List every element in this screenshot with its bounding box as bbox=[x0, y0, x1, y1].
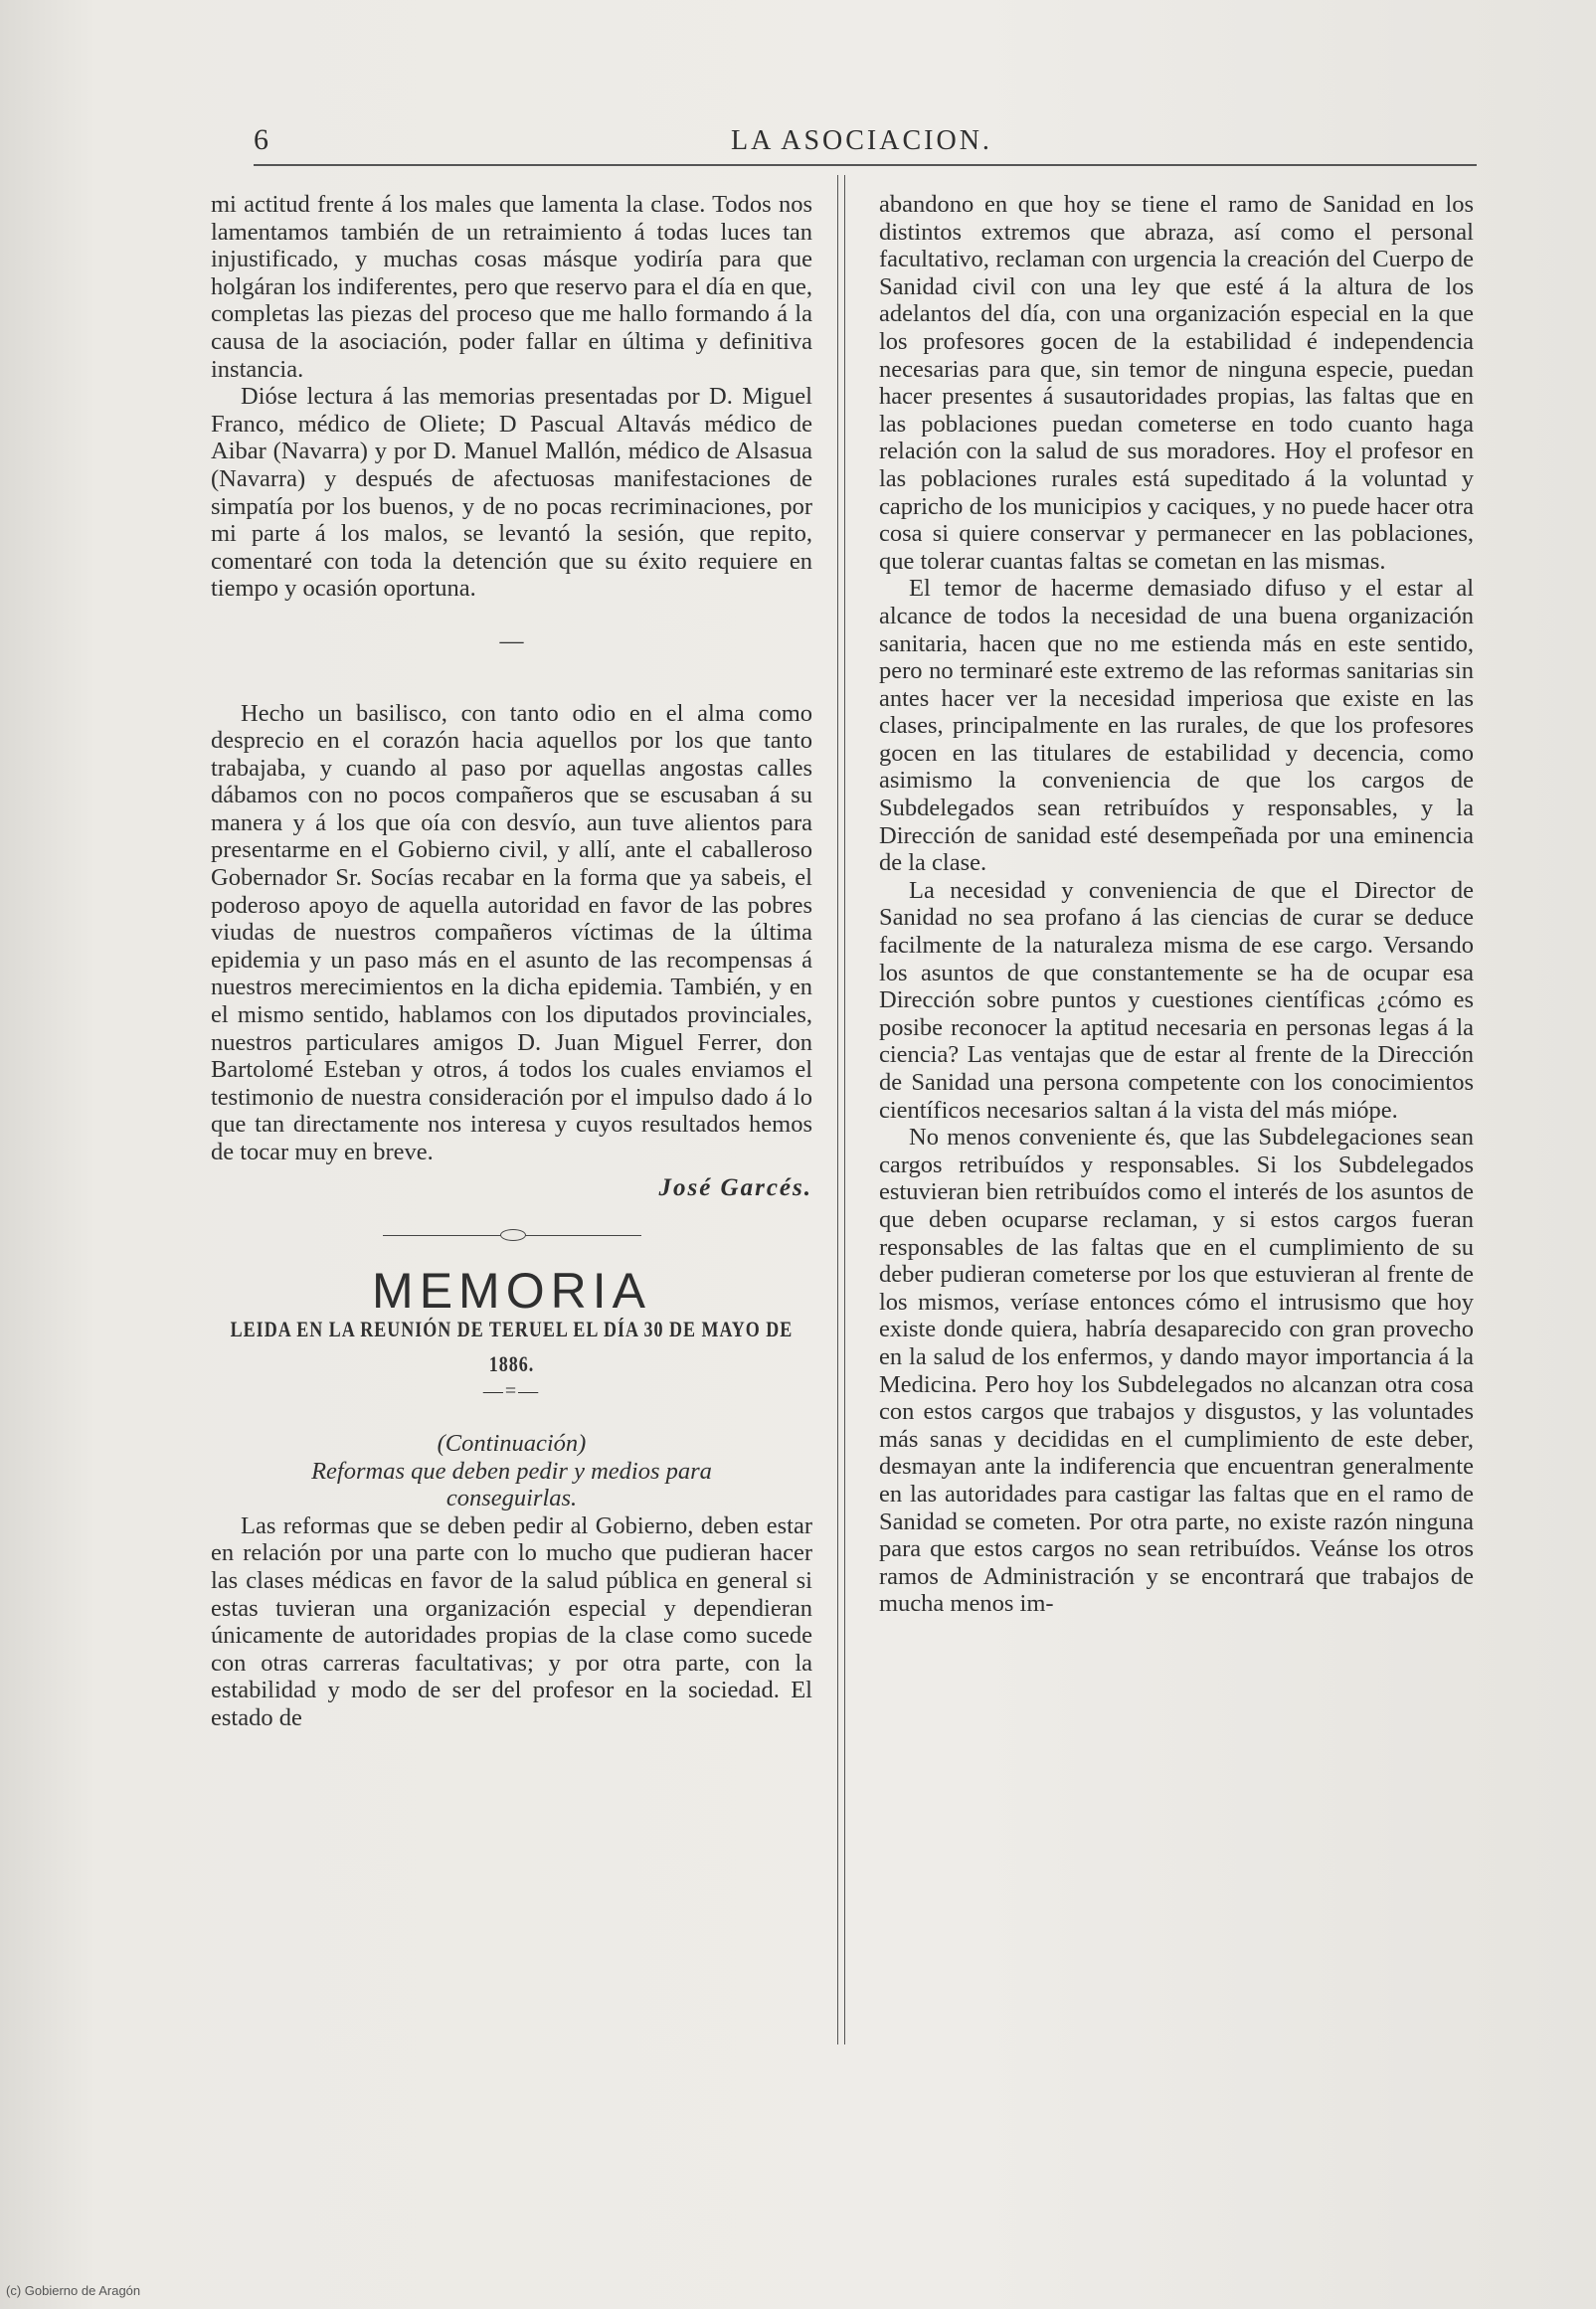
right-paragraph-1: abandono en que hoy se tiene el ramo de Sanidad en los distintos extremos que abraza, así como el personal facultativo, reclaman con urgencia la creación del Cuerpo de Sanidad civil con una ley que esté á la altura de los adelantos del día, con una organización especial en la que los profesores gocen de la estabilidad é independencia necesarias para que, sin temor de ninguna especie, puedan hacer presentes á susautoridades propias, las faltas que en las poblaciones puedan cometerse en todo cuanto haga relación con la salud de sus moradores. Hoy el profesor en las poblaciones rurales está supeditado á la voluntad y capricho de los municipios y caciques, y no puede hacer otra cosa si quiere conservar y permanecer en las poblaciones, que tolerar cuantas faltas se cometan en las mismas. bbox=[879, 191, 1474, 575]
right-paragraph-2: El temor de hacerme demasiado difuso y el estar al alcance de todos la necesidad de una buena organización sanitaria, hacen que no me estienda más en este sentido, pero no terminaré este extremo de las reformas sanitarias sin antes hacer ver la necesidad imperiosa que existe en las clases, principalmente en las rurales, de que los profesores gocen en las titulares de estabilidad y decencia, como asimismo la conveniencia de que los cargos de Subdelegados sean retribuídos y responsables, y la Dirección de sanidad esté desempeñada por una eminencia de la clase. bbox=[879, 575, 1474, 877]
mini-ornament: —=— bbox=[482, 1380, 541, 1403]
copyright-note: (c) Gobierno de Aragón bbox=[6, 2283, 141, 2298]
publication-title: LA ASOCIACION. bbox=[731, 125, 992, 156]
right-paragraph-3: La necesidad y conveniencia de que el Director de Sanidad no sea profano á las ciencias de curar se deduce facilmente de la naturaleza misma de ese cargo. Versando los asuntos de que constantemente se ha de ocupar esa Dirección sobre puntos y cuestiones científicas ¿cómo es posibe reconocer la aptitud necesaria en personas legas á la ciencia? Las ventajas que de estar al frente de la Dirección de Sanidad una persona competente con los conocimientos científicos necesarios saltan á la vista del más miópe. bbox=[879, 876, 1474, 1124]
ornament-icon bbox=[500, 1229, 526, 1241]
memoria-title: MEMORIA bbox=[372, 1263, 651, 1320]
left-column bbox=[211, 191, 812, 1732]
ornamental-rule bbox=[383, 1235, 641, 1236]
right-paragraph-4: No menos conveniente és, que las Subdelegaciones sean cargos retribuídos y responsables. Si los Subdelegados estuvieran bien retribuídos como el interés de los asuntos de que deben ocuparse reclaman, y si estos cargos fueran responsables de las faltas que en el cumplimiento de su deber pudieran cometerse por los que estuvieran al frente de los mismos, veríase entonces cómo el intrusismo que hoy existe donde quiera, habría desaparecido con gran provecho en la salud de los enfermos, y dando mayor importancia á la Medicina. Pero hoy los Subdelegados no alcanzan otra cosa con estos cargos que trabajos y disgustos, y las voluntades más sanas y decididas en el cumplimiento de este deber, desmayan ante la indiferencia que encuentran generalmente en las autoridades para castigar las faltas que en el ramo de Sanidad se cometen. Por otra parte, no existe razón ninguna para que estos cargos no sean retribuídos. Veánse los otros ramos de Administración y se encontrará que trabajos de mucha menos im- bbox=[879, 1124, 1474, 1618]
right-column bbox=[879, 191, 1474, 1618]
column-divider bbox=[837, 175, 845, 2044]
section-heading: Reformas que deben pedir y medios para conseguirlas. bbox=[311, 1457, 712, 1512]
left-paragraph-3: Hecho un basilisco, con tanto odio en el alma como desprecio en el corazón hacia aquellos por los que tanto trabajaba, y cuando al paso por aquellas angostas calles dábamos con no pocos compañeros que se escusaban á su manera y á los que oía con desvío, aun tuve alientos para presentarme en el Gobierno civil, y allí, ante el caballeroso Gobernador Sr. Socías recabar en la forma que ya sabeis, el poderoso apoyo de aquella autoridad en favor de las pobres viudas de nuestros compañeros víctimas de la última epidemia y un paso más en el asunto de las recompensas á nuestros merecimientos en la dicha epidemia. También, y en el mismo sentido, hablamos con los diputados provinciales, nuestros particulares amigos D. Juan Miguel Ferrer, don Bartolomé Esteban y otros, á todos los cuales enviamos el testimonio de nuestra consideración por el impulso dado á lo que tan directamente nos interesa y cuyos resultados hemos de tocar muy en breve. bbox=[211, 699, 812, 1165]
left-paragraph-2: Dióse lectura á las memorias presentadas por D. Miguel Franco, médico de Oliete; D Pascual Altavás médico de Aibar (Navarra) y por D. Manuel Mallón, médico de Alsasua (Navarra) y después de afectuosas manifestaciones de simpatía por los buenos, y de no pocas recriminaciones, por mi parte á los malos, se levantó la sesión, que repito, comentaré con toda la detención que su éxito requiere en tiempo y ocasión oportuna. bbox=[211, 383, 812, 603]
section-separator: — bbox=[499, 627, 524, 654]
page-header bbox=[254, 119, 1472, 159]
author-signature: José Garcés. bbox=[658, 1173, 812, 1201]
left-paragraph-1: mi actitud frente á los males que lamenta la clase. Todos nos lamentamos también de un retraimiento á todas luces tan injustificado, y muchas cosas másque yodiría para que holgáran los indiferentes, pero que reservo para el día en que, completas las piezas del proceso que me hallo formando á la causa de la asociación, poder fallar en última y definitiva instancia. bbox=[211, 191, 812, 383]
left-paragraph-4: Las reformas que se deben pedir al Gobierno, deben estar en relación por una parte con lo mucho que pudieran hacer las clases médicas en favor de la salud pública en general si estas tuvieran una organización especial y dependieran únicamente de autoridades propias de la clase como sucede con otras carreras facultativas; y por otra parte, con la estabilidad y modo de ser del profesor en la sociedad. El estado de bbox=[211, 1511, 812, 1731]
memoria-subtitle: LEIDA EN LA REUNIÓN DE TERUEL EL DÍA 30 DE MAYO DE 1886. bbox=[230, 1317, 794, 1376]
header-rule bbox=[254, 164, 1477, 166]
continuation-label: (Continuación) bbox=[437, 1429, 587, 1457]
page-number: 6 bbox=[254, 123, 268, 156]
